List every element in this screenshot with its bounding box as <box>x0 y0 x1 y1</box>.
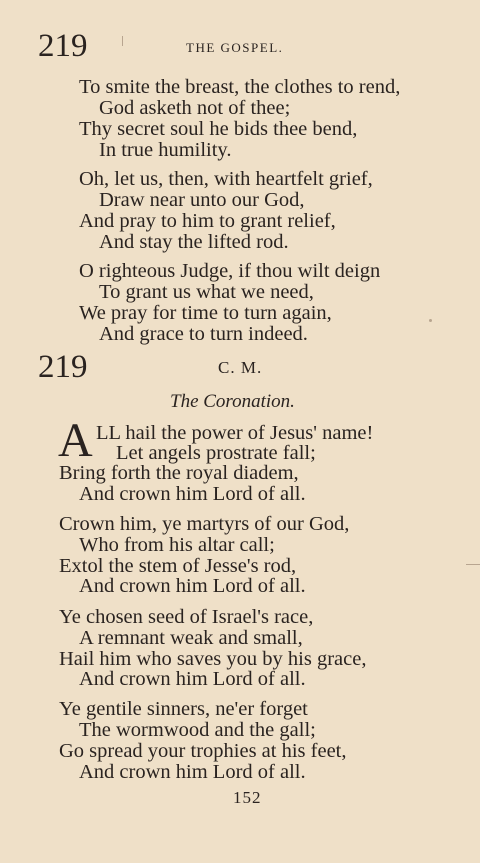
hymn-number-header: 219 <box>38 28 88 64</box>
verse-line: Hail him who saves you by his grace, <box>59 648 367 670</box>
verse-line: Bring forth the royal diadem, <box>59 462 299 484</box>
hymn-title: The Coronation. <box>170 391 295 412</box>
verse-line: And pray to him to grant relief, <box>79 210 336 232</box>
verse-line: And stay the lifted rod. <box>99 231 289 253</box>
hymn-number: 219 <box>38 349 88 385</box>
verse-line: The wormwood and the gall; <box>79 719 316 741</box>
verse-line: To smite the breast, the clothes to rend, <box>79 76 401 98</box>
verse-line: A remnant weak and small, <box>79 627 303 649</box>
verse-line: And crown him Lord of all. <box>79 575 306 597</box>
verse-line: In true humility. <box>99 139 232 161</box>
verse-line: LL hail the power of Jesus' name! <box>96 422 374 444</box>
verse-line: God asketh not of thee; <box>99 97 291 119</box>
paper-blemish <box>429 319 432 322</box>
verse-line: Crown him, ye martyrs of our God, <box>59 513 350 535</box>
verse-line: To grant us what we need, <box>99 281 314 303</box>
verse-line: Draw near unto our God, <box>99 189 305 211</box>
running-title: THE GOSPEL. <box>186 40 284 55</box>
drop-cap: A <box>58 414 93 467</box>
paper-blemish <box>466 564 480 565</box>
verse-line: And crown him Lord of all. <box>79 483 306 505</box>
verse-line: And crown him Lord of all. <box>79 761 306 783</box>
verse-line: Let angels prostrate fall; <box>116 442 316 464</box>
meter-label: C. M. <box>218 358 263 377</box>
verse-line: Oh, let us, then, with heartfelt grief, <box>79 168 373 190</box>
verse-line: We pray for time to turn again, <box>79 302 332 324</box>
verse-line: Who from his altar call; <box>79 534 275 556</box>
verse-line: Ye gentile sinners, ne'er forget <box>59 698 308 720</box>
verse-line: Go spread your trophies at his feet, <box>59 740 347 762</box>
verse-line: Thy secret soul he bids thee bend, <box>79 118 358 140</box>
paper-blemish <box>122 36 123 46</box>
verse-line: Ye chosen seed of Israel's race, <box>59 606 314 628</box>
verse-line: O righteous Judge, if thou wilt deign <box>79 260 381 282</box>
verse-line: And crown him Lord of all. <box>79 668 306 690</box>
verse-line: Extol the stem of Jesse's rod, <box>59 555 297 577</box>
page-number: 152 <box>233 788 262 807</box>
verse-line: And grace to turn indeed. <box>99 323 308 345</box>
